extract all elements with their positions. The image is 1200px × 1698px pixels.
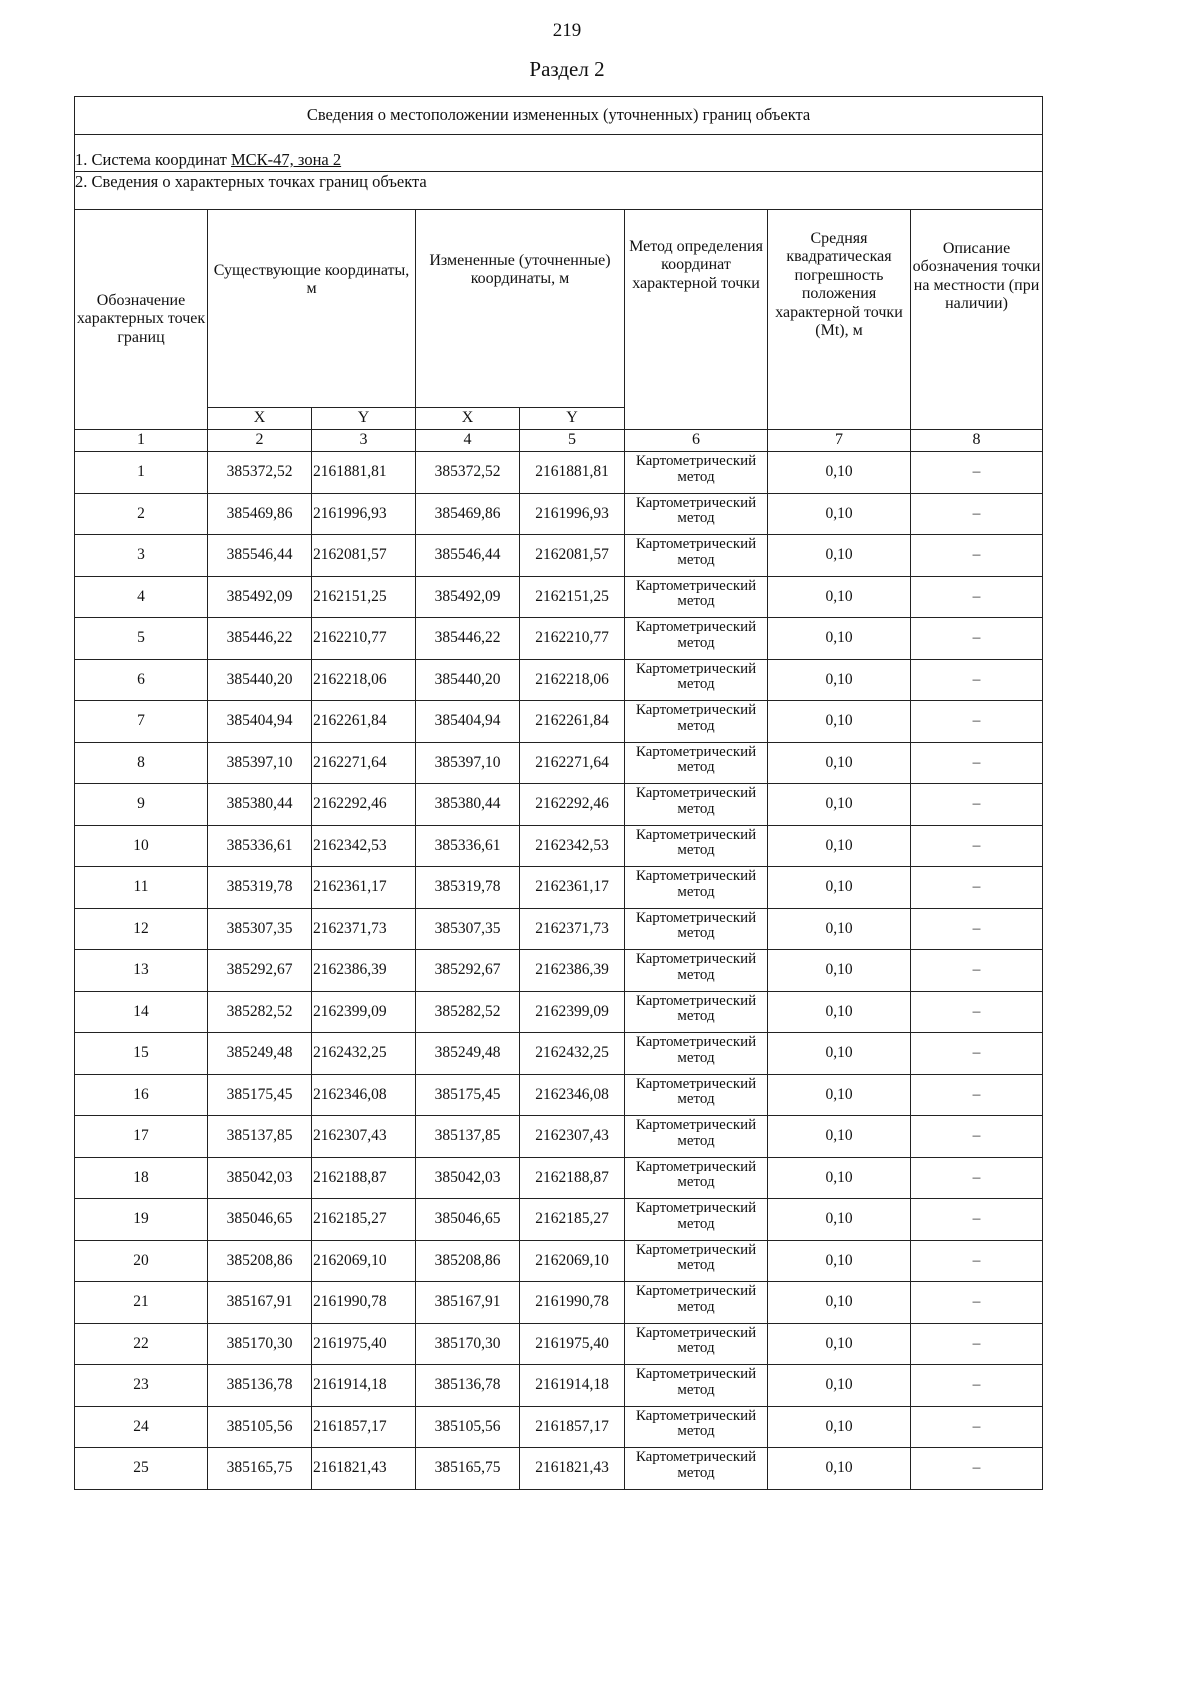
table-row <box>75 576 1043 618</box>
existing-y-cell: 2161821,43 <box>312 1448 416 1490</box>
method-cell: Картометрический метод <box>625 659 768 701</box>
changed-y-cell: 2161975,40 <box>520 1323 625 1365</box>
header-description: Описание обозначения точки на местности (при наличии) <box>911 210 1043 430</box>
existing-x-cell: 385208,86 <box>208 1240 312 1282</box>
table-body <box>75 97 1043 1490</box>
error-cell: 0,10 <box>768 1282 911 1324</box>
coord-system-row <box>75 135 1043 172</box>
point-number-cell: 22 <box>75 1323 208 1365</box>
method-cell: Картометрический метод <box>625 825 768 867</box>
description-cell: – <box>911 825 1043 867</box>
method-cell: Картометрический метод <box>625 1365 768 1407</box>
description-cell: – <box>911 1199 1043 1241</box>
description-cell: – <box>911 535 1043 577</box>
description-cell: – <box>911 784 1043 826</box>
header-existing-x: X <box>208 408 312 430</box>
error-cell: 0,10 <box>768 1199 911 1241</box>
point-number-cell: 4 <box>75 576 208 618</box>
table-row <box>75 493 1043 535</box>
table-row <box>75 1323 1043 1365</box>
existing-y-cell: 2162307,43 <box>312 1116 416 1158</box>
method-cell: Картометрический метод <box>625 618 768 660</box>
changed-x-cell: 385440,20 <box>416 659 520 701</box>
point-number-cell: 18 <box>75 1157 208 1199</box>
table-row <box>75 1282 1043 1324</box>
error-cell: 0,10 <box>768 1365 911 1407</box>
method-cell: Картометрический метод <box>625 1157 768 1199</box>
description-cell: – <box>911 1240 1043 1282</box>
table-row <box>75 1116 1043 1158</box>
changed-y-cell: 2162371,73 <box>520 908 625 950</box>
method-cell: Картометрический метод <box>625 576 768 618</box>
changed-x-cell: 385372,52 <box>416 452 520 494</box>
column-numbers-row <box>75 430 1043 452</box>
existing-x-cell: 385136,78 <box>208 1365 312 1407</box>
method-cell: Картометрический метод <box>625 1240 768 1282</box>
error-cell: 0,10 <box>768 1448 911 1490</box>
error-cell: 0,10 <box>768 701 911 743</box>
existing-y-cell: 2162292,46 <box>312 784 416 826</box>
description-cell: – <box>911 991 1043 1033</box>
method-cell: Картометрический метод <box>625 1448 768 1490</box>
existing-y-cell: 2162432,25 <box>312 1033 416 1075</box>
existing-x-cell: 385397,10 <box>208 742 312 784</box>
changed-y-cell: 2162188,87 <box>520 1157 625 1199</box>
existing-x-cell: 385372,52 <box>208 452 312 494</box>
method-cell: Картометрический метод <box>625 493 768 535</box>
existing-y-cell: 2162386,39 <box>312 950 416 992</box>
error-cell: 0,10 <box>768 1074 911 1116</box>
method-cell: Картометрический метод <box>625 1116 768 1158</box>
header-changed-coords: Измененные (уточненные) координаты, м <box>416 210 625 408</box>
error-cell: 0,10 <box>768 1116 911 1158</box>
existing-y-cell: 2162371,73 <box>312 908 416 950</box>
description-cell: – <box>911 950 1043 992</box>
point-number-cell: 12 <box>75 908 208 950</box>
table-row <box>75 1033 1043 1075</box>
table-row <box>75 867 1043 909</box>
header-changed-y: Y <box>520 408 625 430</box>
changed-y-cell: 2161990,78 <box>520 1282 625 1324</box>
table-row <box>75 742 1043 784</box>
description-cell: – <box>911 1448 1043 1490</box>
changed-y-cell: 2162218,06 <box>520 659 625 701</box>
description-cell: – <box>911 576 1043 618</box>
header-method: Метод определения координат характерной точки <box>625 210 768 430</box>
method-cell: Картометрический метод <box>625 784 768 826</box>
point-number-cell: 6 <box>75 659 208 701</box>
changed-x-cell: 385105,56 <box>416 1406 520 1448</box>
changed-x-cell: 385046,65 <box>416 1199 520 1241</box>
existing-y-cell: 2162185,27 <box>312 1199 416 1241</box>
description-cell: – <box>911 1033 1043 1075</box>
changed-x-cell: 385042,03 <box>416 1157 520 1199</box>
point-number-cell: 15 <box>75 1033 208 1075</box>
header-changed-x: X <box>416 408 520 430</box>
points-info-row <box>75 172 1043 210</box>
column-number: 2 <box>208 430 312 452</box>
error-cell: 0,10 <box>768 867 911 909</box>
existing-x-cell: 385167,91 <box>208 1282 312 1324</box>
changed-y-cell: 2162386,39 <box>520 950 625 992</box>
changed-x-cell: 385446,22 <box>416 618 520 660</box>
error-cell: 0,10 <box>768 908 911 950</box>
changed-y-cell: 2162432,25 <box>520 1033 625 1075</box>
point-number-cell: 17 <box>75 1116 208 1158</box>
changed-x-cell: 385165,75 <box>416 1448 520 1490</box>
existing-x-cell: 385336,61 <box>208 825 312 867</box>
changed-x-cell: 385208,86 <box>416 1240 520 1282</box>
description-cell: – <box>911 618 1043 660</box>
changed-y-cell: 2162261,84 <box>520 701 625 743</box>
method-cell: Картометрический метод <box>625 1033 768 1075</box>
existing-y-cell: 2161914,18 <box>312 1365 416 1407</box>
error-cell: 0,10 <box>768 825 911 867</box>
point-number-cell: 10 <box>75 825 208 867</box>
existing-x-cell: 385307,35 <box>208 908 312 950</box>
description-cell: – <box>911 493 1043 535</box>
table-row <box>75 825 1043 867</box>
point-number-cell: 19 <box>75 1199 208 1241</box>
error-cell: 0,10 <box>768 1240 911 1282</box>
table-row <box>75 1448 1043 1490</box>
changed-y-cell: 2162271,64 <box>520 742 625 784</box>
existing-y-cell: 2162399,09 <box>312 991 416 1033</box>
column-number: 8 <box>911 430 1043 452</box>
existing-x-cell: 385440,20 <box>208 659 312 701</box>
point-number-cell: 21 <box>75 1282 208 1324</box>
existing-x-cell: 385292,67 <box>208 950 312 992</box>
existing-y-cell: 2161996,93 <box>312 493 416 535</box>
table-row <box>75 784 1043 826</box>
point-number-cell: 23 <box>75 1365 208 1407</box>
error-cell: 0,10 <box>768 991 911 1033</box>
changed-y-cell: 2161881,81 <box>520 452 625 494</box>
description-cell: – <box>911 1157 1043 1199</box>
existing-x-cell: 385446,22 <box>208 618 312 660</box>
existing-x-cell: 385546,44 <box>208 535 312 577</box>
changed-y-cell: 2162399,09 <box>520 991 625 1033</box>
point-number-cell: 11 <box>75 867 208 909</box>
point-number-cell: 20 <box>75 1240 208 1282</box>
table-row <box>75 908 1043 950</box>
table-row <box>75 1157 1043 1199</box>
changed-x-cell: 385282,52 <box>416 991 520 1033</box>
changed-y-cell: 2162292,46 <box>520 784 625 826</box>
existing-x-cell: 385380,44 <box>208 784 312 826</box>
point-number-cell: 14 <box>75 991 208 1033</box>
header-point-designation: Обозначение характерных точек границ <box>75 210 208 430</box>
page-number: 219 <box>552 20 582 41</box>
changed-y-cell: 2162307,43 <box>520 1116 625 1158</box>
coord-system-label: 1. Система координат <box>75 150 231 170</box>
point-number-cell: 2 <box>75 493 208 535</box>
changed-x-cell: 385546,44 <box>416 535 520 577</box>
changed-x-cell: 385319,78 <box>416 867 520 909</box>
changed-y-cell: 2161857,17 <box>520 1406 625 1448</box>
error-cell: 0,10 <box>768 535 911 577</box>
description-cell: – <box>911 1282 1043 1324</box>
existing-x-cell: 385042,03 <box>208 1157 312 1199</box>
existing-x-cell: 385249,48 <box>208 1033 312 1075</box>
method-cell: Картометрический метод <box>625 908 768 950</box>
method-cell: Картометрический метод <box>625 1199 768 1241</box>
existing-y-cell: 2161975,40 <box>312 1323 416 1365</box>
method-cell: Картометрический метод <box>625 867 768 909</box>
table-row <box>75 1365 1043 1407</box>
point-number-cell: 16 <box>75 1074 208 1116</box>
changed-y-cell: 2161914,18 <box>520 1365 625 1407</box>
changed-x-cell: 385469,86 <box>416 493 520 535</box>
point-number-cell: 9 <box>75 784 208 826</box>
changed-y-cell: 2162185,27 <box>520 1199 625 1241</box>
existing-y-cell: 2162151,25 <box>312 576 416 618</box>
table-row <box>75 1406 1043 1448</box>
existing-y-cell: 2162342,53 <box>312 825 416 867</box>
table-title: Сведения о местоположении измененных (уточненных) границ объекта <box>75 97 1043 135</box>
point-number-cell: 8 <box>75 742 208 784</box>
table-row <box>75 659 1043 701</box>
method-cell: Картометрический метод <box>625 701 768 743</box>
error-cell: 0,10 <box>768 452 911 494</box>
changed-x-cell: 385137,85 <box>416 1116 520 1158</box>
method-cell: Картометрический метод <box>625 452 768 494</box>
existing-x-cell: 385175,45 <box>208 1074 312 1116</box>
changed-x-cell: 385307,35 <box>416 908 520 950</box>
method-cell: Картометрический метод <box>625 991 768 1033</box>
table-row <box>75 1074 1043 1116</box>
description-cell: – <box>911 742 1043 784</box>
point-number-cell: 5 <box>75 618 208 660</box>
changed-y-cell: 2161996,93 <box>520 493 625 535</box>
changed-x-cell: 385175,45 <box>416 1074 520 1116</box>
column-number: 1 <box>75 430 208 452</box>
table-row <box>75 452 1043 494</box>
method-cell: Картометрический метод <box>625 950 768 992</box>
description-cell: – <box>911 1323 1043 1365</box>
method-cell: Картометрический метод <box>625 535 768 577</box>
header-existing-y: Y <box>312 408 416 430</box>
existing-x-cell: 385170,30 <box>208 1323 312 1365</box>
method-cell: Картометрический метод <box>625 1074 768 1116</box>
table-row <box>75 701 1043 743</box>
column-number: 3 <box>312 430 416 452</box>
table-row <box>75 950 1043 992</box>
header-row <box>75 210 1043 408</box>
error-cell: 0,10 <box>768 659 911 701</box>
column-number: 6 <box>625 430 768 452</box>
point-number-cell: 13 <box>75 950 208 992</box>
table-row <box>75 1199 1043 1241</box>
changed-y-cell: 2162151,25 <box>520 576 625 618</box>
description-cell: – <box>911 1365 1043 1407</box>
existing-y-cell: 2162188,87 <box>312 1157 416 1199</box>
existing-y-cell: 2161857,17 <box>312 1406 416 1448</box>
description-cell: – <box>911 867 1043 909</box>
existing-y-cell: 2162218,06 <box>312 659 416 701</box>
description-cell: – <box>911 452 1043 494</box>
changed-y-cell: 2161821,43 <box>520 1448 625 1490</box>
description-cell: – <box>911 701 1043 743</box>
description-cell: – <box>911 659 1043 701</box>
existing-x-cell: 385404,94 <box>208 701 312 743</box>
table-row <box>75 535 1043 577</box>
column-number: 7 <box>768 430 911 452</box>
error-cell: 0,10 <box>768 493 911 535</box>
existing-x-cell: 385319,78 <box>208 867 312 909</box>
table-title-row <box>75 97 1043 135</box>
error-cell: 0,10 <box>768 784 911 826</box>
point-number-cell: 1 <box>75 452 208 494</box>
changed-x-cell: 385336,61 <box>416 825 520 867</box>
header-error: Средняя квадратическая погрешность положения характерной точки (Мt), м <box>768 210 911 430</box>
changed-x-cell: 385170,30 <box>416 1323 520 1365</box>
point-number-cell: 3 <box>75 535 208 577</box>
existing-y-cell: 2162361,17 <box>312 867 416 909</box>
table-row <box>75 618 1043 660</box>
point-number-cell: 25 <box>75 1448 208 1490</box>
existing-x-cell: 385492,09 <box>208 576 312 618</box>
existing-y-cell: 2162261,84 <box>312 701 416 743</box>
error-cell: 0,10 <box>768 742 911 784</box>
error-cell: 0,10 <box>768 1033 911 1075</box>
column-number: 4 <box>416 430 520 452</box>
description-cell: – <box>911 1406 1043 1448</box>
changed-y-cell: 2162069,10 <box>520 1240 625 1282</box>
changed-x-cell: 385404,94 <box>416 701 520 743</box>
header-existing-coords: Существующие координаты, м <box>208 210 416 408</box>
point-number-cell: 24 <box>75 1406 208 1448</box>
error-cell: 0,10 <box>768 950 911 992</box>
changed-y-cell: 2162210,77 <box>520 618 625 660</box>
section-title: Раздел 2 <box>529 57 605 81</box>
existing-y-cell: 2161881,81 <box>312 452 416 494</box>
changed-x-cell: 385380,44 <box>416 784 520 826</box>
description-cell: – <box>911 908 1043 950</box>
points-info: 2. Сведения о характерных точках границ объекта <box>75 172 1043 210</box>
coord-system <box>75 135 1043 172</box>
existing-x-cell: 385165,75 <box>208 1448 312 1490</box>
description-cell: – <box>911 1074 1043 1116</box>
point-number-cell: 7 <box>75 701 208 743</box>
changed-x-cell: 385292,67 <box>416 950 520 992</box>
existing-y-cell: 2162271,64 <box>312 742 416 784</box>
existing-y-cell: 2161990,78 <box>312 1282 416 1324</box>
existing-x-cell: 385046,65 <box>208 1199 312 1241</box>
method-cell: Картометрический метод <box>625 742 768 784</box>
error-cell: 0,10 <box>768 618 911 660</box>
description-cell: – <box>911 1116 1043 1158</box>
changed-x-cell: 385136,78 <box>416 1365 520 1407</box>
changed-y-cell: 2162361,17 <box>520 867 625 909</box>
changed-y-cell: 2162081,57 <box>520 535 625 577</box>
error-cell: 0,10 <box>768 1323 911 1365</box>
method-cell: Картометрический метод <box>625 1406 768 1448</box>
changed-y-cell: 2162346,08 <box>520 1074 625 1116</box>
existing-x-cell: 385137,85 <box>208 1116 312 1158</box>
coord-system-value: МСК-47, зона 2 <box>230 150 342 170</box>
column-number: 5 <box>520 430 625 452</box>
table-row <box>75 991 1043 1033</box>
changed-y-cell: 2162342,53 <box>520 825 625 867</box>
changed-x-cell: 385397,10 <box>416 742 520 784</box>
error-cell: 0,10 <box>768 1157 911 1199</box>
error-cell: 0,10 <box>768 1406 911 1448</box>
existing-x-cell: 385282,52 <box>208 991 312 1033</box>
existing-y-cell: 2162069,10 <box>312 1240 416 1282</box>
error-cell: 0,10 <box>768 576 911 618</box>
boundary-points-table <box>74 96 1043 1490</box>
table-row <box>75 1240 1043 1282</box>
changed-x-cell: 385167,91 <box>416 1282 520 1324</box>
existing-x-cell: 385105,56 <box>208 1406 312 1448</box>
changed-x-cell: 385249,48 <box>416 1033 520 1075</box>
existing-y-cell: 2162210,77 <box>312 618 416 660</box>
existing-y-cell: 2162081,57 <box>312 535 416 577</box>
method-cell: Картометрический метод <box>625 1282 768 1324</box>
changed-x-cell: 385492,09 <box>416 576 520 618</box>
existing-x-cell: 385469,86 <box>208 493 312 535</box>
existing-y-cell: 2162346,08 <box>312 1074 416 1116</box>
method-cell: Картометрический метод <box>625 1323 768 1365</box>
